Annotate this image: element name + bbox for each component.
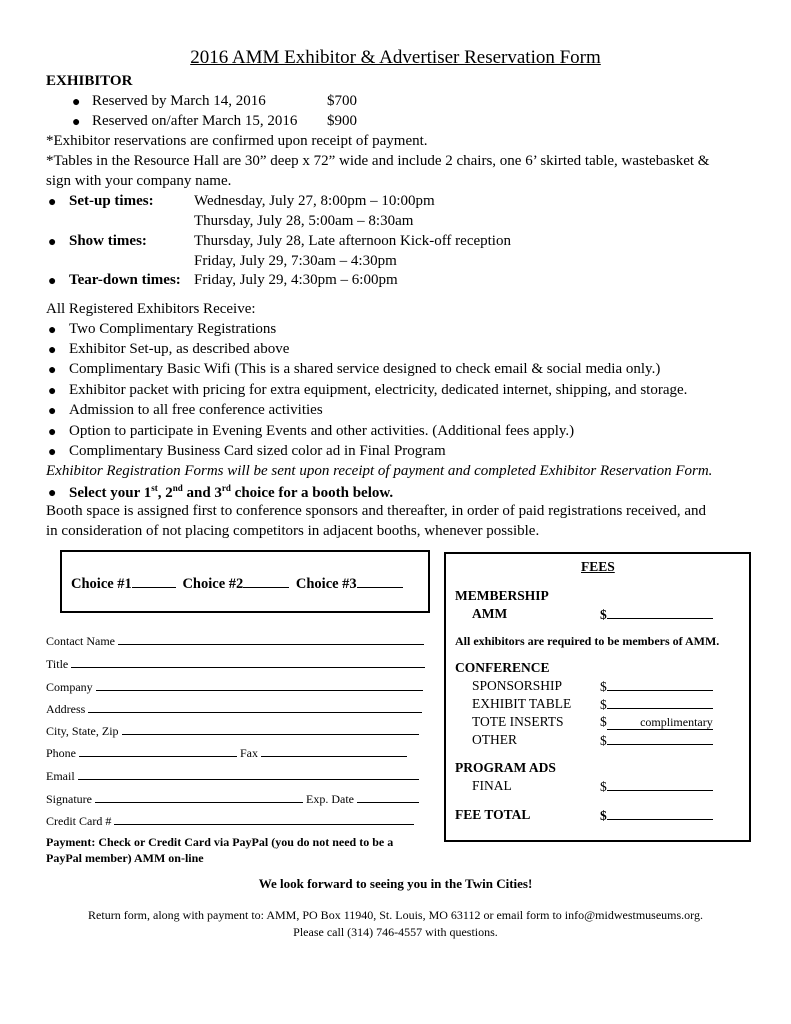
- benefit-item: Exhibitor packet with pricing for extra equipment, electricity, dedicated internet, shipping, and storage.: [69, 382, 688, 398]
- city-state-zip-field[interactable]: [122, 722, 419, 735]
- booth-desc-line1: Booth space is assigned first to conference sponsors and thereafter, in order of paid registrations received, and: [46, 503, 707, 519]
- other-fee-field[interactable]: [607, 732, 713, 745]
- membership-required-note: All exhibitors are required to be members of AMM.: [455, 634, 720, 648]
- call-instructions: Please call (314) 746-4557 with questions.: [293, 925, 498, 939]
- contact-name-row: [46, 632, 424, 649]
- conference-heading: CONFERENCE: [455, 660, 550, 675]
- show-time-2: Friday, July 29, 7:30am – 4:30pm: [194, 253, 397, 269]
- credit-card-label: Credit Card #: [46, 814, 112, 828]
- contact-name-label: Contact Name: [46, 634, 115, 648]
- rate-late-price: $900: [327, 113, 357, 129]
- final-label: FINAL: [472, 778, 512, 793]
- email-field[interactable]: [78, 767, 419, 780]
- tables-note-line1: *Tables in the Resource Hall are 30” deep x 72” wide and include 2 chairs, one 6’ skirted table, wastebasket &: [46, 153, 710, 169]
- bullet-icon: ●: [48, 323, 57, 338]
- other-fee-row: [600, 732, 713, 749]
- fax-label: Fax: [240, 746, 258, 760]
- company-label: Company: [46, 680, 93, 694]
- sponsorship-label: SPONSORSHIP: [472, 678, 563, 693]
- title-field[interactable]: [71, 655, 425, 668]
- membership-heading: MEMBERSHIP: [455, 588, 549, 603]
- dollar-sign: $: [600, 808, 607, 823]
- other-label: OTHER: [472, 732, 517, 747]
- address-row: [46, 700, 422, 717]
- signature-row: [46, 790, 419, 807]
- phone-label: Phone: [46, 746, 76, 760]
- booth-desc-line2: in consideration of not placing competitors in adjacent booths, whenever possible.: [46, 523, 540, 539]
- bullet-icon: ●: [48, 195, 57, 210]
- payment-confirm-note: *Exhibitor reservations are confirmed upon receipt of payment.: [46, 133, 428, 149]
- city-state-zip-label: City, State, Zip: [46, 724, 119, 738]
- phone-field[interactable]: [79, 744, 237, 757]
- dollar-sign: $: [600, 679, 607, 694]
- program-ads-heading: PROGRAM ADS: [455, 760, 556, 775]
- bullet-icon: ●: [48, 235, 57, 250]
- setup-time-1: Wednesday, July 27, 8:00pm – 10:00pm: [194, 193, 435, 209]
- tables-note-line2: sign with your company name.: [46, 173, 232, 189]
- amm-fee-row: [600, 606, 713, 623]
- bullet-icon: ●: [48, 343, 57, 358]
- fax-field[interactable]: [261, 744, 407, 757]
- fee-total-label: FEE TOTAL: [455, 807, 531, 822]
- benefit-item: Two Complimentary Registrations: [69, 321, 277, 337]
- bullet-icon: ●: [48, 445, 57, 460]
- tote-inserts-label: TOTE INSERTS: [472, 714, 564, 729]
- return-instructions: Return form, along with payment to: AMM, PO Box 11940, St. Louis, MO 63112 or email form to info@midwestmuseums.org.: [88, 908, 703, 922]
- company-row: [46, 678, 423, 695]
- exhibit-table-fee-row: [600, 696, 713, 713]
- setup-time-2: Thursday, July 28, 5:00am – 8:30am: [194, 213, 414, 229]
- tote-inserts-fee-field: complimentary: [607, 715, 713, 730]
- title-label: Title: [46, 657, 69, 671]
- setup-times-label: Set-up times:: [69, 193, 154, 209]
- sponsorship-fee-row: [600, 678, 713, 695]
- city-state-zip-row: [46, 722, 419, 739]
- teardown-times-label: Tear-down times:: [69, 272, 181, 288]
- dollar-sign: $: [600, 607, 607, 622]
- company-field[interactable]: [96, 678, 423, 691]
- credit-card-row: [46, 812, 414, 829]
- final-fee-row: [600, 778, 713, 795]
- sponsorship-fee-field[interactable]: [607, 678, 713, 691]
- choice-2-field[interactable]: [243, 575, 289, 588]
- fee-total-field[interactable]: [607, 807, 713, 820]
- bullet-icon: ●: [72, 115, 81, 130]
- form-title: 2016 AMM Exhibitor & Advertiser Reservation Form: [190, 47, 601, 68]
- registration-forms-note: Exhibitor Registration Forms will be sent upon receipt of payment and completed Exhibitor Reservation Form.: [46, 463, 713, 479]
- rate-late-label: Reserved on/after March 15, 2016: [92, 113, 298, 129]
- booth-select-instruction: Select your 1st, 2nd and 3rd choice for a booth below.: [69, 483, 394, 501]
- email-row: [46, 767, 419, 784]
- exhibit-table-fee-field[interactable]: [607, 696, 713, 709]
- email-label: Email: [46, 769, 75, 783]
- choice-1-label: Choice #1: [71, 576, 132, 592]
- exhibitor-heading: EXHIBITOR: [46, 73, 133, 89]
- choice-2-label: Choice #2: [182, 576, 244, 592]
- teardown-time-1: Friday, July 29, 4:30pm – 6:00pm: [194, 272, 398, 288]
- choice-3-label: Choice #3: [295, 576, 357, 592]
- credit-card-field[interactable]: [114, 812, 414, 825]
- rate-early-label: Reserved by March 14, 2016: [92, 93, 266, 109]
- bullet-icon: ●: [72, 95, 81, 110]
- bullet-icon: ●: [48, 486, 57, 501]
- benefit-item: Option to participate in Evening Events and other activities. (Additional fees apply.): [69, 423, 575, 439]
- dollar-sign: $: [600, 733, 607, 748]
- dollar-sign: $: [600, 779, 607, 794]
- rate-early-price: $700: [327, 93, 357, 109]
- final-fee-field[interactable]: [607, 778, 713, 791]
- fees-heading: FEES: [581, 559, 615, 574]
- show-times-label: Show times:: [69, 233, 147, 249]
- benefit-item: Admission to all free conference activities: [69, 402, 323, 418]
- choice-3-field[interactable]: [357, 575, 403, 588]
- title-row: [46, 655, 425, 672]
- amm-fee-field[interactable]: [607, 606, 713, 619]
- bullet-icon: ●: [48, 404, 57, 419]
- exhibit-table-label: EXHIBIT TABLE: [472, 696, 572, 711]
- payment-note-line2: PayPal member) AMM on-line: [46, 851, 204, 865]
- contact-name-field[interactable]: [118, 632, 424, 645]
- benefit-item: Complimentary Basic Wifi (This is a shared service designed to check email & social media only.): [69, 361, 661, 377]
- bullet-icon: ●: [48, 363, 57, 378]
- signature-label: Signature: [46, 792, 92, 806]
- exp-date-label: Exp. Date: [306, 792, 354, 806]
- choice-1-field[interactable]: [132, 575, 176, 588]
- bullet-icon: ●: [48, 274, 57, 289]
- benefit-item: Exhibitor Set-up, as described above: [69, 341, 290, 357]
- closing-message: We look forward to seeing you in the Twin Cities!: [258, 876, 533, 891]
- dollar-sign: $: [600, 714, 607, 729]
- dollar-sign: $: [600, 697, 607, 712]
- fee-total-row: [600, 807, 713, 824]
- exp-date-field[interactable]: [357, 790, 419, 803]
- tote-inserts-fee-row: [600, 714, 713, 730]
- amm-label: AMM: [472, 606, 508, 621]
- show-time-1: Thursday, July 28, Late afternoon Kick-off reception: [194, 233, 511, 249]
- booth-choices: [71, 575, 403, 593]
- bullet-icon: ●: [48, 384, 57, 399]
- benefits-intro: All Registered Exhibitors Receive:: [46, 301, 256, 317]
- phone-fax-row: [46, 744, 407, 761]
- payment-note-line1: Payment: Check or Credit Card via PayPal (you do not need to be a: [46, 835, 394, 849]
- benefit-item: Complimentary Business Card sized color ad in Final Program: [69, 443, 446, 459]
- address-field[interactable]: [88, 700, 422, 713]
- bullet-icon: ●: [48, 425, 57, 440]
- signature-field[interactable]: [95, 790, 303, 803]
- address-label: Address: [46, 702, 86, 716]
